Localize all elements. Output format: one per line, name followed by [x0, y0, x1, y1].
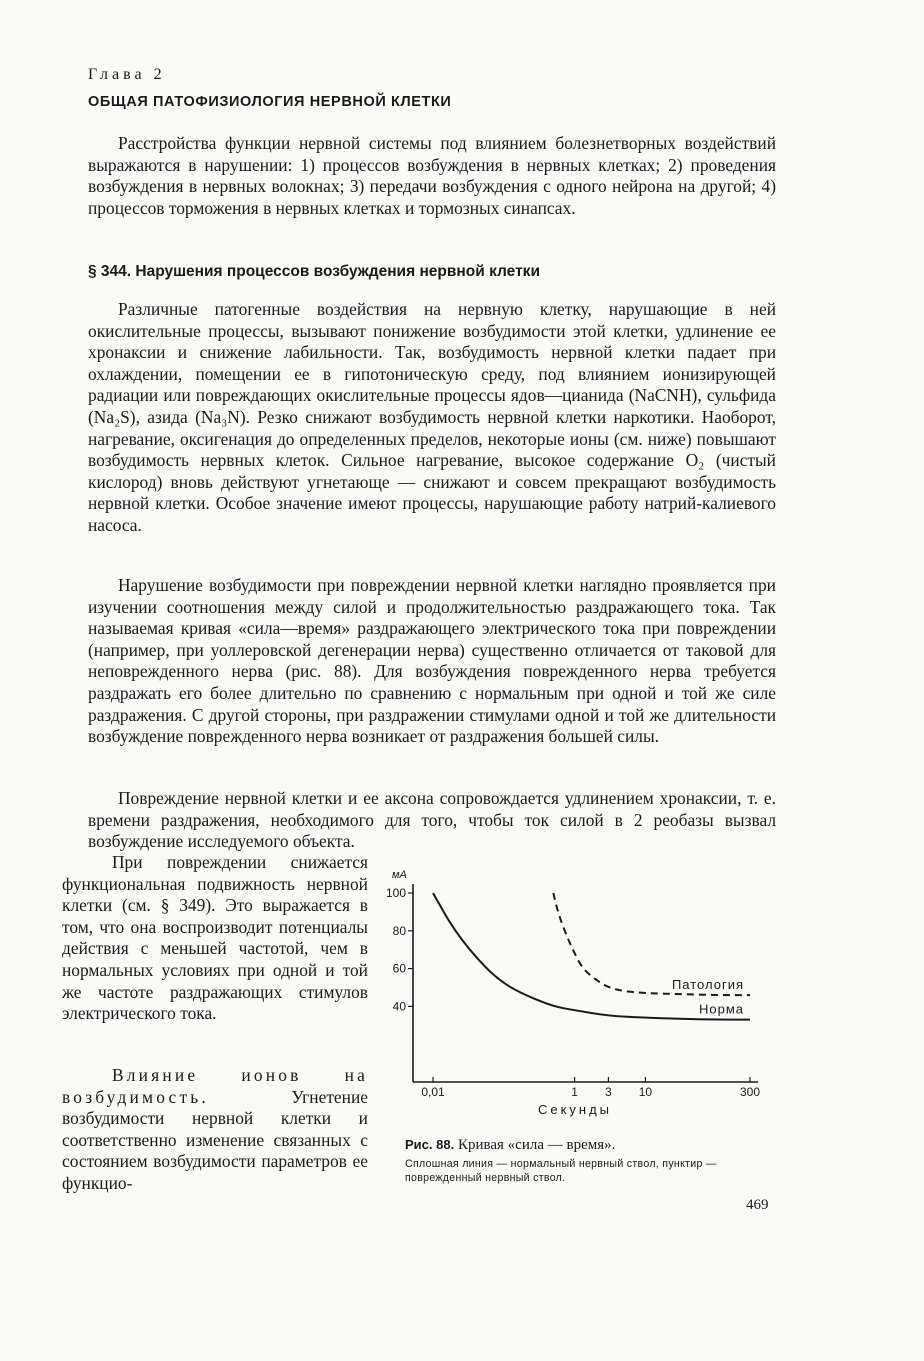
chart-labels — [392, 869, 744, 1117]
x-tick-label: 0,01 — [421, 1085, 445, 1099]
figure-note: Сплошная линия — нормальный нервный ствол, пунктир — поврежденный нервный ствол. — [405, 1158, 717, 1184]
paragraph-5-spaced-heading: Влияние ионов на возбудимость. — [62, 1065, 368, 1107]
figure-title: Кривая «сила — время». — [457, 1137, 616, 1153]
y-tick-label: 80 — [392, 923, 406, 938]
x-tick-label: 10 — [638, 1085, 653, 1099]
paragraph-5 — [62, 1065, 368, 1195]
chart-ticks — [386, 886, 760, 1099]
paragraph-2: Нарушение возбудимости при повреждении нервной клетки наглядно проявляется при изучении соотношения между силой и продолжительностью раздражающего тока. Так называемая кривая «сила—время» раздражающего электрического тока при повреждении (например, при уоллеровской дегенерации нерва) существенно отличается от таковой для неповрежденного нерва (рис. 88). Для возбуждения поврежденного нерва требуется раздражать его более длительно по сравнению с нормальным при одной и той же силе раздражения. С другой стороны, при раздражении стимулами одной и той же длительности возбуждение поврежденного нерва возникает от раздражения большей силы. — [88, 575, 776, 747]
paragraph-4: При повреждении снижается функциональная подвижность нервной клетки (см. § 349). Это выражается в том, что она воспроизводит потенциалы действия с меньшей частотой, чем в нормальных условиях при одной и той же частоте раздражающих стимулов электрического тока. — [62, 852, 368, 1024]
x-tick-label: 3 — [605, 1085, 612, 1099]
series-label: Патология — [671, 977, 744, 993]
chapter-title: ОБЩАЯ ПАТОФИЗИОЛОГИЯ НЕРВНОЙ КЛЕТКИ — [88, 94, 452, 110]
paragraph-5-text: Угнетение возбудимости нервной клетки и соответственно изменение связанных с состоянием возбудимости параметров ее функцио- — [62, 1086, 368, 1193]
y-tick-label: 40 — [392, 999, 406, 1014]
section-title: § 344. Нарушения процессов возбуждения нервной клетки — [88, 263, 540, 280]
figure-caption — [405, 1137, 615, 1154]
x-tick-label: 300 — [739, 1085, 761, 1099]
chart-series — [433, 893, 750, 1020]
series-line-normal — [433, 893, 750, 1020]
x-tick-label: 1 — [571, 1085, 578, 1099]
y-tick-label: 100 — [385, 886, 406, 900]
y-tick-label: 60 — [392, 961, 406, 976]
y-axis-label: мА — [392, 869, 407, 881]
chapter-label: Глава 2 — [88, 66, 166, 83]
paragraph-1: Различные патогенные воздействия на нервную клетку, нарушающие в ней окислительные процессы, вызывают понижение возбудимости этой клетки, удлинение ее хронаксии и снижение лабильности. Так, возбудимость нервной клетки падает при охлаждении, помещении ее в гипотоническую среду, под влиянием ионизирующей радиации или повреждающих окислительные процессы ядов—цианида (NaCNH), сульфида (Na₂S), азида (Na₃N). Резко снижают возбудимость нервной клетки наркотики. Наоборот, нагревание, оксигенация до определенных пределов, некоторые ионы (см. ниже) повышают возбудимость нервных клеток. Сильное нагревание, высокое содержание O₂ (чистый кислород) вновь действуют угнетающе — снижают и совсем прекращают возбудимость нервной клетки. Особое значение имеют процессы, нарушающие работу натрий-калиевого насоса. — [88, 299, 776, 535]
series-label: Норма — [698, 1001, 744, 1017]
figure-label: Рис. 88. — [405, 1137, 455, 1152]
x-axis-label: Секунды — [537, 1102, 613, 1117]
paragraph-3: Повреждение нервной клетки и ее аксона сопровождается удлинением хронаксии, т. е. времени раздражения, необходимого для того, чтобы ток силой в 2 реобазы вызвал возбуждение исследуемого объекта. — [88, 788, 776, 852]
intro-paragraph: Расстройства функции нервной системы под влиянием болезнетворных воздействий выражаются в нарушении: 1) процессов возбуждения в нервных клетках; 2) проведения возбуждения в нервных волокнах; 3) передачи возбуждения с одного нейрона на другой; 4) процессов торможения в нервных клетках и тормозных синапсах. — [88, 133, 776, 218]
strength-duration-chart — [380, 866, 780, 1136]
page-number: 469 — [746, 1197, 769, 1213]
